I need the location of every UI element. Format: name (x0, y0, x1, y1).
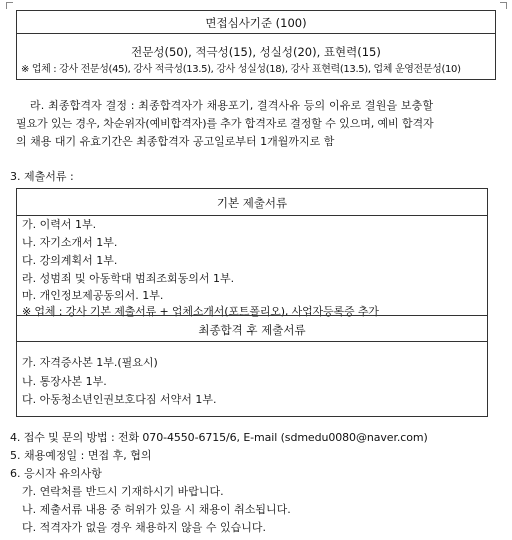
final-doc-item: 나. 통장사본 1부. (22, 375, 107, 388)
basic-doc-item: 마. 개인정보제공동의서. 1부. (22, 289, 164, 302)
table-divider (17, 315, 487, 316)
documents-table (16, 188, 488, 417)
basic-doc-item: 가. 이력서 1부. (22, 218, 97, 231)
table-divider (17, 33, 495, 34)
table-divider (17, 341, 487, 342)
final-doc-item: 다. 아동청소년인권보호다짐 서약서 1부. (22, 393, 217, 406)
interview-criteria-title: 면접심사기준 (100) (205, 16, 307, 30)
schedule-line: 5. 채용예정일 : 면접 후, 협의 (10, 449, 152, 462)
crop-mark-top-left (6, 2, 13, 9)
contact-line: 4. 접수 및 문의 방법 : 전화 070-4550-6715/6, E-mail (sdmedu0080@naver.com) (10, 431, 428, 444)
applicant-notes-heading: 6. 응시자 유의사항 (10, 467, 102, 480)
applicant-note: 나. 제출서류 내용 중 허위가 있을 시 채용이 취소됩니다. (22, 503, 291, 516)
basic-doc-note: ※ 업체 : 강사 기본 제출서류 + 업체소개서(포트폴리오), 사업자등록증 추가 (22, 305, 379, 318)
interview-criteria-note: ※ 업체 : 강사 전문성(45), 강사 적극성(13.5), 강사 성실성(18), 강사 표현력(13.5), 업체 운영전문성(10) (21, 64, 461, 75)
final-decision-line-2: 필요가 있는 경우, 차순위자(예비합격자)를 추가 합격자로 결정할 수 있으며, 예비 합격자 (16, 117, 434, 130)
final-docs-title: 최종합격 후 제출서류 (198, 323, 306, 337)
basic-doc-item: 나. 자기소개서 1부. (22, 236, 118, 249)
final-decision-line-3: 의 채용 대기 유효기간은 최종합격자 공고일로부터 1개월까지로 함 (16, 135, 335, 148)
final-decision-line-1: 라. 최종합격자 결정 : 최종합격자가 채용포기, 결격사유 등의 이유로 결원을 보충할 (30, 99, 434, 112)
applicant-note: 다. 적격자가 없을 경우 채용하지 않을 수 있습니다. (22, 521, 266, 534)
basic-docs-title: 기본 제출서류 (216, 196, 288, 210)
applicant-note: 가. 연락처를 반드시 기재하시기 바랍니다. (22, 485, 224, 498)
documents-heading: 3. 제출서류 : (10, 170, 74, 183)
basic-doc-item: 다. 강의계획서 1부. (22, 254, 118, 267)
interview-criteria-table (16, 10, 496, 80)
crop-mark-top-right (500, 2, 507, 9)
final-doc-item: 가. 자격증사본 1부.(필요시) (22, 356, 158, 369)
interview-criteria-values: 전문성(50), 적극성(15), 성실성(20), 표현력(15) (131, 45, 381, 59)
basic-doc-item: 라. 성범죄 및 아동학대 범죄조회동의서 1부. (22, 272, 235, 285)
